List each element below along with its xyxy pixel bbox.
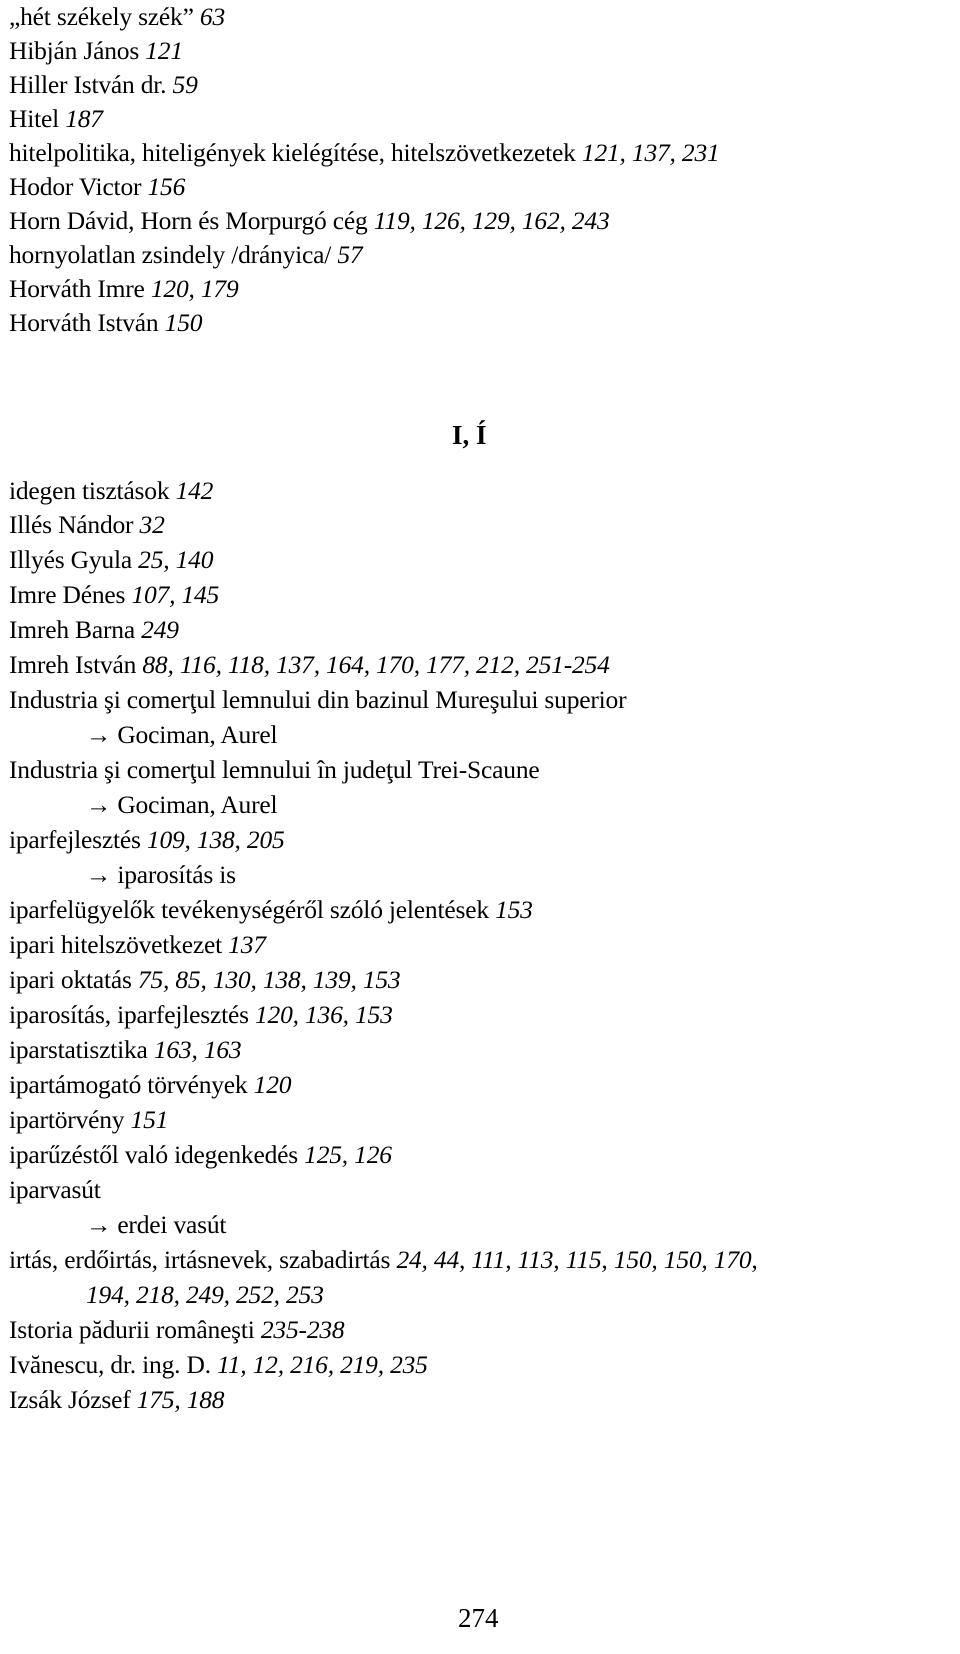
- index-entry: iparűzéstől való idegenkedés 125, 126: [9, 1140, 392, 1169]
- index-entry: Imre Dénes 107, 145: [9, 580, 220, 609]
- index-entry: irtás, erdőirtás, irtásnevek, szabadirtás 24, 44, 111, 113, 115, 150, 150, 170,: [9, 1245, 758, 1274]
- cross-reference: → Gociman, Aurel: [86, 788, 277, 822]
- cross-reference: → iparosítás is: [86, 858, 236, 892]
- index-entry: Horváth Imre 120, 179: [9, 274, 239, 303]
- index-entry: Imreh Barna 249: [9, 615, 179, 644]
- index-entry: iparfejlesztés 109, 138, 205: [9, 825, 285, 854]
- index-entry: ipartörvény 151: [9, 1105, 169, 1134]
- cross-reference: → erdei vasút: [86, 1208, 226, 1242]
- index-entry: Industria şi comerţul lemnului în judeţul Trei-Scaune: [9, 755, 540, 784]
- index-entry: Imreh István 88, 116, 118, 137, 164, 170, 177, 212, 251-254: [9, 650, 610, 679]
- index-entry: Hiller István dr. 59: [9, 70, 198, 99]
- arrow-right-icon: →: [86, 720, 112, 749]
- section-heading: I, Í: [452, 420, 487, 450]
- index-entry: Izsák József 175, 188: [9, 1385, 225, 1414]
- index-entry: hitelpolitika, hiteligények kielégítése, hitelszövetkezetek 121, 137, 231: [9, 138, 720, 167]
- index-entry: iparfelügyelők tevékenységéről szóló jelentések 153: [9, 895, 533, 924]
- page-number: 274: [458, 1603, 499, 1633]
- index-entry: iparvasút: [9, 1175, 101, 1204]
- index-entry: Industria şi comerţul lemnului din bazinul Mureşului superior: [9, 685, 627, 714]
- arrow-right-icon: →: [86, 790, 112, 819]
- arrow-right-icon: →: [86, 1210, 112, 1239]
- index-entry: iparosítás, iparfejlesztés 120, 136, 153: [9, 1000, 393, 1029]
- index-entry: ipari hitelszövetkezet 137: [9, 930, 266, 959]
- index-entry: Hitel 187: [9, 104, 103, 133]
- index-entry: Ivănescu, dr. ing. D. 11, 12, 216, 219, 235: [9, 1350, 428, 1379]
- index-entry: ipartámogató törvények 120: [9, 1070, 292, 1099]
- index-entry-continuation: 194, 218, 249, 252, 253: [86, 1280, 324, 1309]
- index-entry: ipari oktatás 75, 85, 130, 138, 139, 153: [9, 965, 401, 994]
- arrow-right-icon: →: [86, 860, 112, 889]
- index-entry: Istoria pădurii româneşti 235-238: [9, 1315, 345, 1344]
- index-entry: Horn Dávid, Horn és Morpurgó cég 119, 126, 129, 162, 243: [9, 206, 610, 235]
- index-entry: „hét székely szék” 63: [9, 2, 226, 31]
- index-entry: idegen tisztások 142: [9, 476, 214, 505]
- index-entry: hornyolatlan zsindely /drányica/ 57: [9, 240, 363, 269]
- index-entry: Horváth István 150: [9, 308, 203, 337]
- index-entry: Hodor Victor 156: [9, 172, 186, 201]
- index-entry: iparstatisztika 163, 163: [9, 1035, 242, 1064]
- cross-reference: → Gociman, Aurel: [86, 718, 277, 752]
- index-entry: Hibján János 121: [9, 36, 183, 65]
- index-entry: Illés Nándor 32: [9, 510, 165, 539]
- index-entry: Illyés Gyula 25, 140: [9, 545, 214, 574]
